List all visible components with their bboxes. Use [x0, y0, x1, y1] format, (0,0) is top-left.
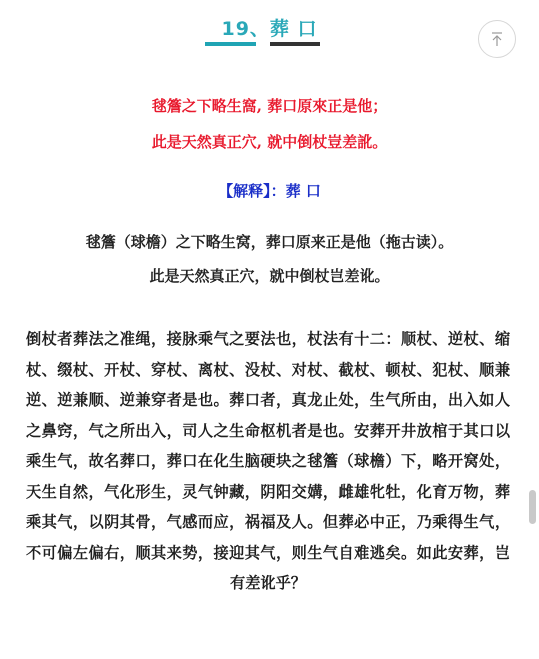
poem-line-1: 毬簷（球檐）之下略生窝，葬口原来正是他（拖古读）。 — [85, 233, 454, 251]
back-to-top-button[interactable] — [478, 20, 516, 58]
scrollbar-thumb[interactable] — [529, 490, 536, 524]
explanation-paragraph: 倒杖者葬法之准绳，接脉乘气之要法也，杖法有十二：顺杖、逆杖、缩杖、缀杖、开杖、穿杖、离杖、没杖、对杖、截杖、顿杖、犯杖、顺兼逆、逆兼顺、逆兼穿者是也。葬口者，真龙止处，生气所由，出入如人之鼻窍，气之所出入，司人之生命枢机者是也。安葬开井放棺于其口以乘生气，故名葬口，葬口在化生脑硬块之毬簷（球檐）下，略开窝处，天生自然，气化形生，灵气钟藏，阴阳交媾，雌雄牝牡，化育万物，葬乘其气，以阴其骨，气感而应，祸福及人。但葬必中正，乃乘得生气，不可偏左偏右，顺其来势，接迎其气，则生气自难逃矣。如此安葬，岂有差讹乎？ — [26, 330, 510, 592]
explanation-heading: 【解释】：葬 口 — [218, 182, 321, 200]
arrow-up-icon — [489, 31, 505, 47]
article-header — [0, 0, 539, 52]
title-underline-accent — [205, 42, 256, 46]
verse-line-2: 此是天然真正穴, 就中倒杖豈差訛。 — [151, 133, 388, 151]
verse-line-1: 毬簷之下略生窩, 葬口原來正是他； — [151, 97, 388, 115]
poem-line-2: 此是天然真正穴，就中倒杖岂差讹。 — [149, 267, 390, 285]
title-underline-dark — [270, 42, 320, 46]
section-title: 19、葬 口 — [221, 18, 318, 40]
